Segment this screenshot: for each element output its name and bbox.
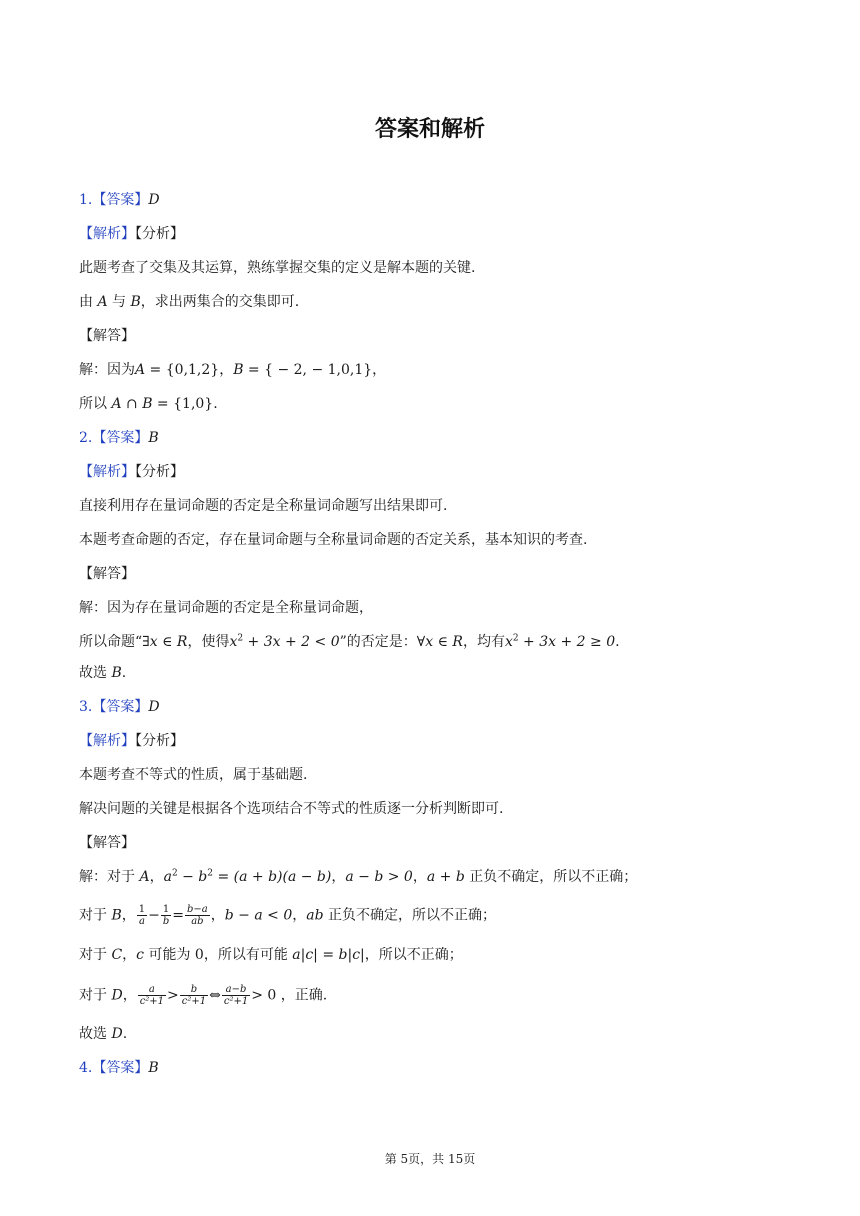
- math-expr: a − b > 0: [345, 869, 413, 885]
- text: 故选: [79, 665, 107, 681]
- numerator: a−b: [222, 984, 250, 996]
- math-var: c: [136, 947, 145, 963]
- q4-answer-value: B: [148, 1060, 159, 1076]
- page-footer: 第 5页，共 15页: [384, 1152, 476, 1166]
- text: ，: [331, 869, 346, 885]
- denominator: c²+1: [223, 996, 249, 1007]
- text: ，: [412, 869, 427, 885]
- q1-solution-line-2: [79, 394, 218, 414]
- fraction: [138, 984, 166, 1007]
- math-expr: ab: [306, 907, 324, 924]
- math-var: D: [111, 1026, 123, 1042]
- q3-solution-line-b: [79, 904, 496, 927]
- operator: >: [167, 987, 179, 1004]
- text: ，正确.: [280, 987, 328, 1004]
- math-expr: x: [229, 634, 238, 650]
- q1-analysis-label: 【解析】: [79, 226, 135, 242]
- text: 可能为 0，所以有可能: [148, 947, 288, 963]
- q2-answer-line: [79, 428, 159, 448]
- math-expr: − b: [177, 869, 208, 885]
- text: .: [615, 634, 620, 650]
- q4-number: 4.: [79, 1060, 93, 1076]
- fraction: [185, 904, 210, 927]
- text: 解：因为: [79, 362, 135, 378]
- denominator: c²+1: [181, 996, 207, 1007]
- q1-analysis-text-2: [79, 292, 299, 312]
- text: ，求出两集合的交集即可.: [140, 294, 300, 310]
- text: ，: [210, 907, 225, 924]
- numerator: 1: [161, 904, 171, 916]
- q3-answer-label: 【答案】: [92, 699, 149, 715]
- q3-solution-line-c: [79, 945, 463, 965]
- text: 对于: [79, 947, 107, 963]
- text: ，: [121, 907, 136, 924]
- q2-solution-line-2: 所以命题“∃x ∈ R，使得$x^2 + 3x + 2 < 0$”的否定是：∀x ∈ R，均有$x^2 + 3x + 2 \ge 0$.: [79, 633, 620, 650]
- text: 解：对于: [79, 869, 135, 885]
- text: 故选: [79, 1026, 107, 1042]
- q3-solution-line-d: [79, 984, 327, 1007]
- math-var: D: [111, 987, 123, 1004]
- math-var: B: [111, 907, 122, 924]
- q2-analysis-header: [79, 462, 184, 482]
- math-expr: A =: [135, 362, 162, 378]
- math-expr: ∃x ∈ R: [142, 634, 188, 650]
- text: ，: [122, 987, 137, 1004]
- q3-solution-line-a: 解：对于 A，$a^2 - b^2 = (a + b)(a - b)$，a − b > 0，a + b 正负不确定，所以不正确；: [79, 868, 638, 885]
- text: ”的否定是：: [339, 634, 417, 650]
- text: 正负不确定，所以不正确；: [469, 869, 638, 885]
- math-var: B: [130, 294, 141, 310]
- q1-analysis-header: [79, 224, 184, 244]
- math-expr: a|c| = b|c|: [292, 947, 365, 963]
- q1-number: 1.: [79, 192, 93, 208]
- math-expr: B =: [233, 362, 260, 378]
- q1-answer-value: D: [148, 192, 160, 208]
- numerator: b−a: [187, 904, 208, 915]
- q3-analysis-header: [79, 731, 184, 751]
- text: ，: [292, 907, 307, 924]
- q1-fenxi-label: 【分析】: [135, 226, 184, 242]
- text: 对于: [79, 907, 107, 924]
- math-set: {0,1,2}: [165, 362, 220, 378]
- q4-answer-label: 【答案】: [92, 1060, 149, 1076]
- text: ，使得: [187, 634, 230, 650]
- fraction: [222, 984, 250, 1007]
- fraction: [180, 984, 208, 1007]
- q3-fenxi-label: 【分析】: [135, 733, 184, 749]
- q3-analysis-label: 【解析】: [79, 733, 135, 749]
- text: ，: [372, 362, 387, 378]
- math-expr: = (a + b)(a − b): [213, 869, 332, 885]
- text: .: [121, 665, 127, 681]
- text: ，: [122, 947, 137, 963]
- text: ，所以不正确；: [364, 947, 463, 963]
- q1-answer-label: 【答案】: [92, 192, 149, 208]
- q1-solution-line-1: [79, 360, 386, 380]
- math-var: A: [139, 869, 150, 885]
- q2-answer-label: 【答案】: [92, 430, 149, 446]
- text: .: [213, 396, 218, 412]
- fraction: [137, 904, 147, 927]
- q2-solution-line-3: [79, 663, 126, 683]
- text: ，: [219, 362, 234, 378]
- q1-solution-label: 【解答】: [79, 328, 135, 344]
- numerator: 1: [138, 904, 146, 915]
- q2-analysis-text-1: 直接利用存在量词命题的否定是全称量词命题写出结果即可.: [79, 498, 448, 514]
- text: ，: [149, 869, 164, 885]
- math-var: C: [111, 947, 123, 963]
- math-expr: + 3x + 2 < 0: [243, 634, 340, 650]
- q3-number: 3.: [79, 699, 93, 715]
- q2-analysis-text-2: 本题考查命题的否定，存在量词命题与全称量词命题的否定关系，基本知识的考查.: [79, 532, 588, 548]
- q1-answer-line: [79, 190, 160, 210]
- math-set: {1,0}: [173, 396, 214, 412]
- q2-solution-line-1: 解：因为存在量词命题的否定是全称量词命题，: [79, 600, 373, 616]
- math-var: A: [97, 294, 108, 310]
- text: ，均有: [462, 634, 505, 650]
- math-expr: ∀x ∈ R: [416, 634, 463, 650]
- math-set: { − 2, − 1,0,1}: [264, 362, 373, 378]
- text: 所以命题“: [79, 634, 143, 650]
- text: 所以: [79, 396, 107, 412]
- text: 由: [79, 294, 93, 310]
- q2-analysis-label: 【解析】: [79, 464, 135, 480]
- q2-solution-label: 【解答】: [79, 566, 135, 582]
- math-expr: a + b: [426, 869, 465, 885]
- q4-answer-line: [79, 1058, 159, 1078]
- q2-number: 2.: [79, 430, 93, 446]
- operator: > 0: [251, 987, 277, 1004]
- q2-answer-value: B: [148, 430, 159, 446]
- operator: =: [172, 907, 184, 924]
- math-expr: + 3x + 2 ≥ 0: [518, 634, 616, 650]
- text: 正负不确定，所以不正确；: [328, 907, 496, 924]
- text: 与: [112, 294, 127, 310]
- operator: ⇔: [209, 987, 221, 1004]
- q2-fenxi-label: 【分析】: [135, 464, 184, 480]
- denominator: ab: [191, 916, 204, 927]
- denominator: b: [162, 916, 170, 927]
- q3-analysis-text-2: 解决问题的关键是根据各个选项结合不等式的性质逐一分析判断即可.: [79, 801, 504, 817]
- math-expr: x: [504, 634, 513, 650]
- math-expr: A ∩ B =: [111, 396, 169, 412]
- text: 对于: [79, 987, 107, 1004]
- text: .: [122, 1026, 128, 1042]
- q3-analysis-text-1: 本题考查不等式的性质，属于基础题.: [79, 767, 308, 783]
- denominator: a: [138, 916, 145, 927]
- operator: −: [148, 907, 160, 924]
- denominator: c²+1: [139, 996, 165, 1007]
- numerator: b: [180, 984, 208, 996]
- q3-solution-label: 【解答】: [79, 835, 135, 851]
- q1-analysis-text-1: 此题考查了交集及其运算，熟练掌握交集的定义是解本题的关键.: [79, 260, 476, 276]
- math-expr: a: [163, 869, 172, 885]
- math-expr: b − a < 0: [224, 907, 293, 924]
- q3-answer-line: [79, 697, 160, 717]
- fraction: [161, 904, 171, 927]
- numerator: a: [138, 984, 166, 996]
- math-var: B: [111, 665, 122, 681]
- q3-answer-value: D: [148, 699, 160, 715]
- q3-final-line: [79, 1024, 127, 1044]
- page-title: 答案和解析: [374, 117, 485, 142]
